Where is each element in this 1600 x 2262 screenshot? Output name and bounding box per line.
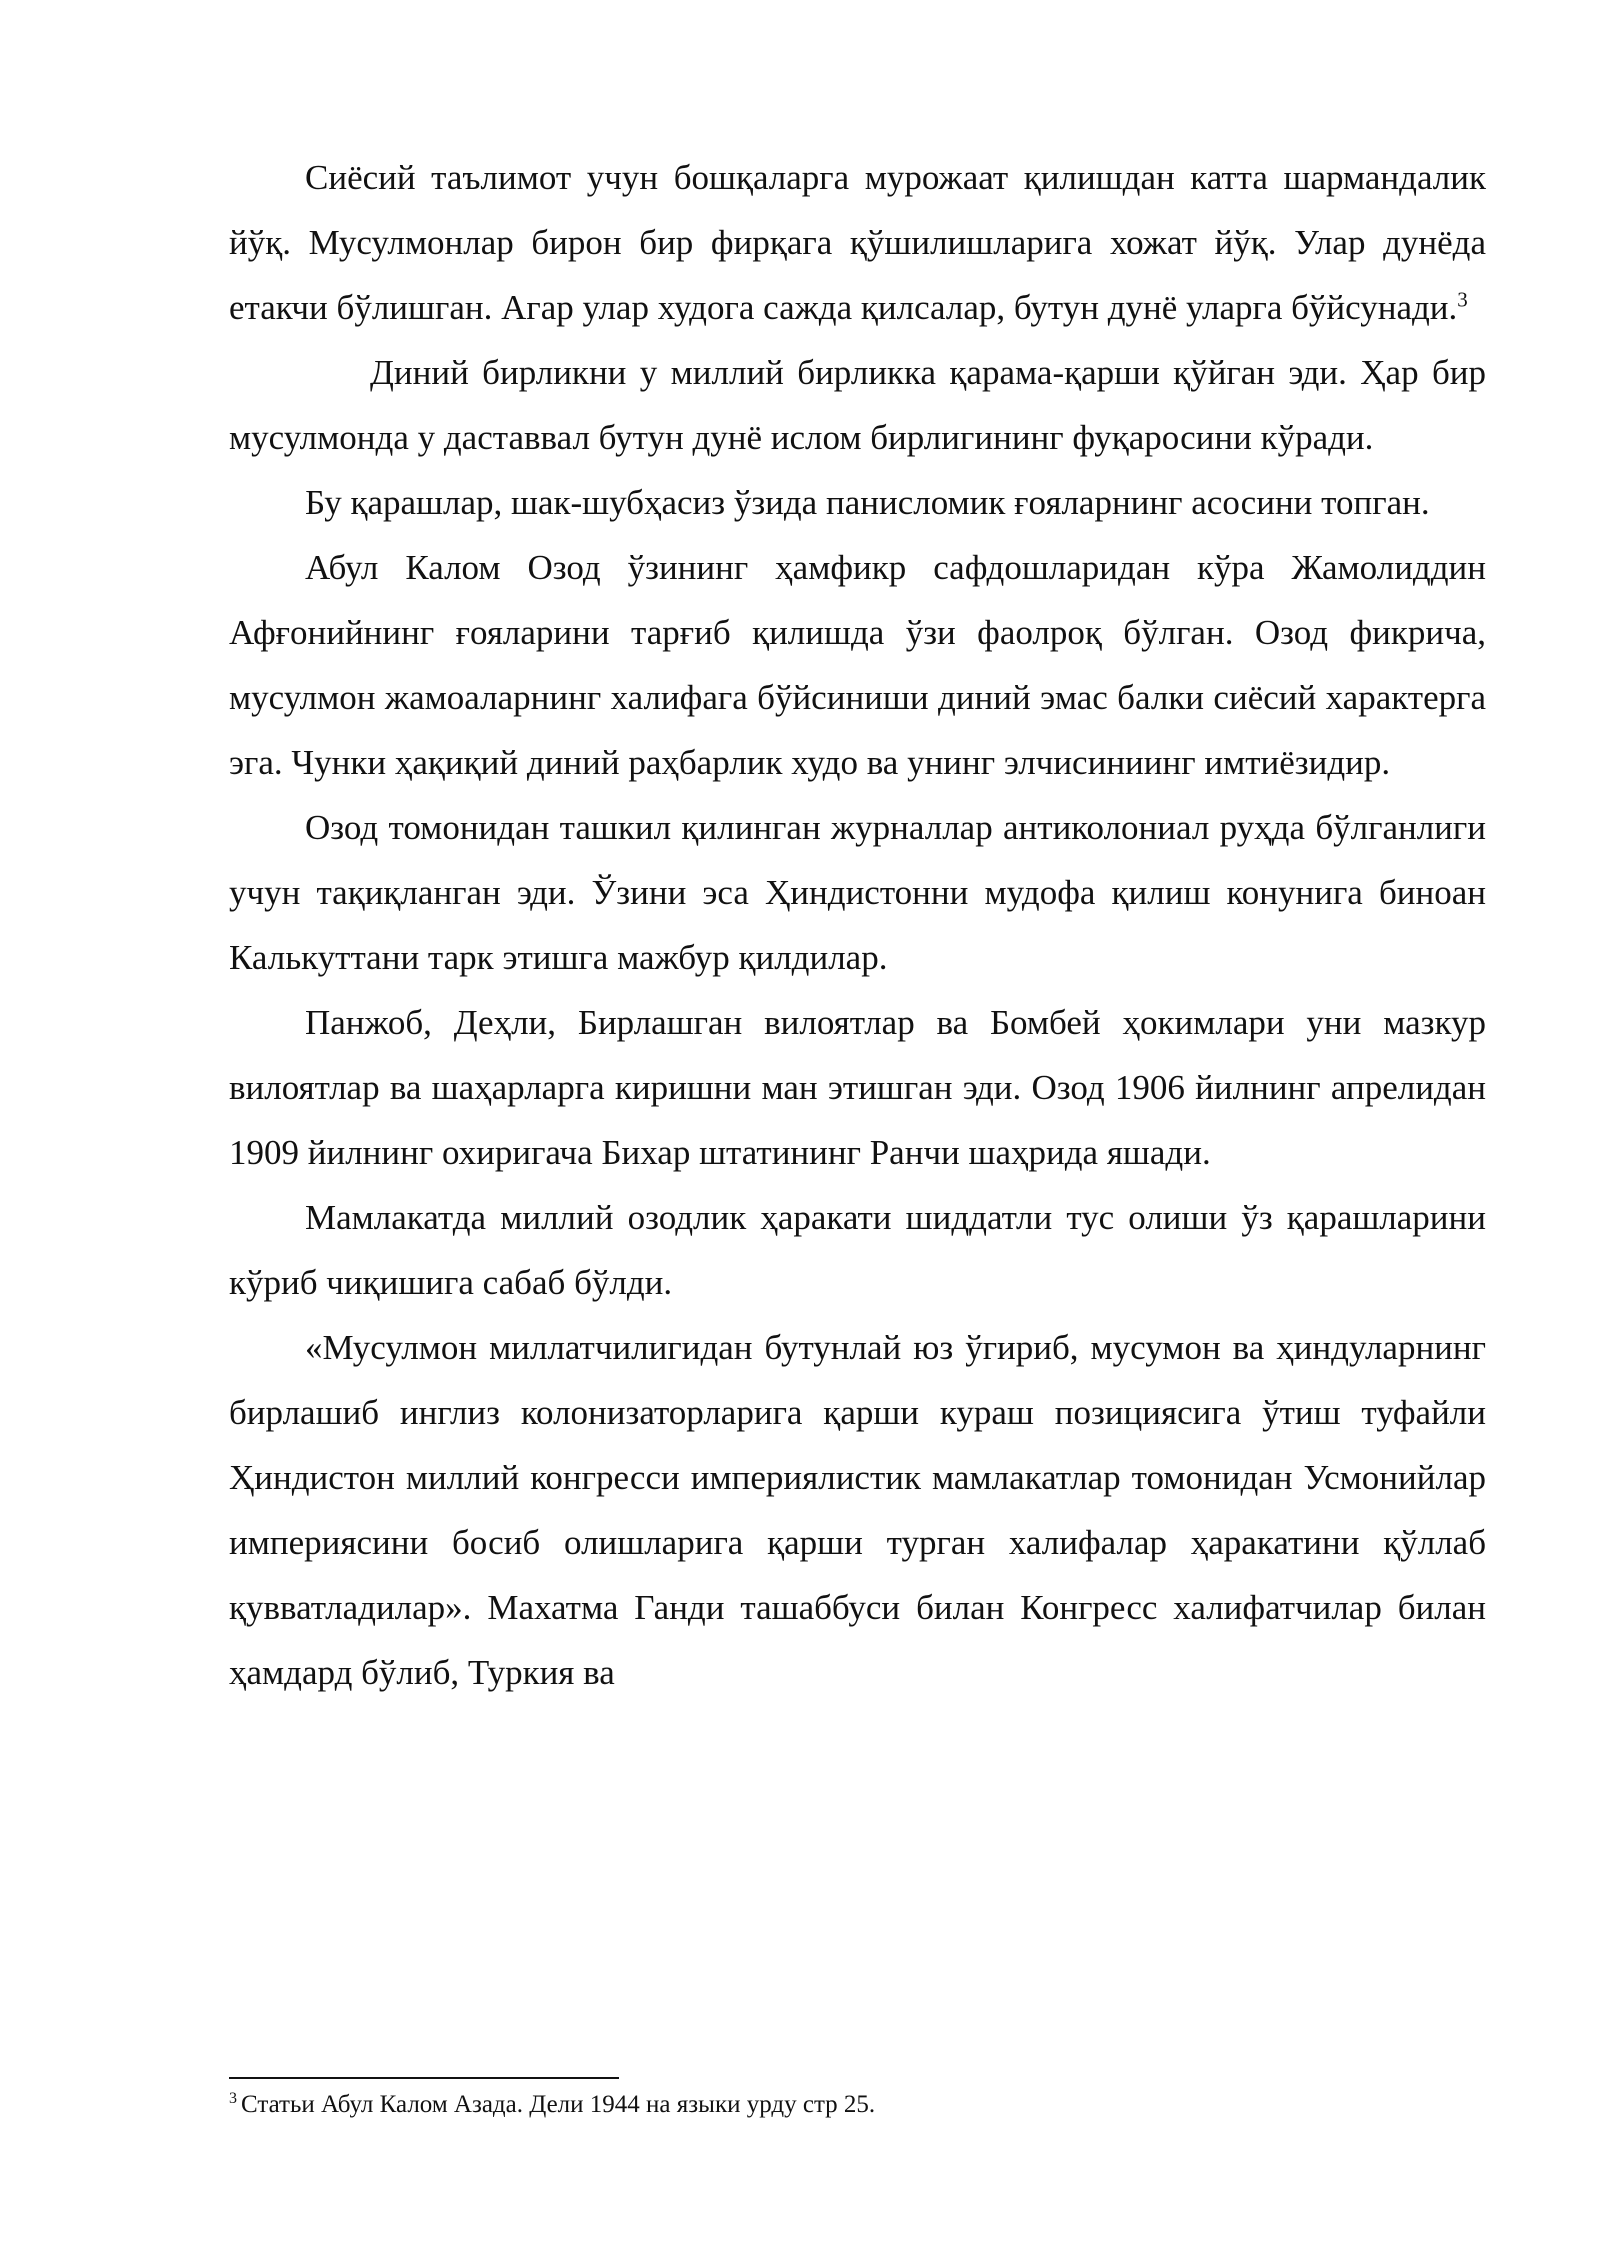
footnote-separator	[229, 2077, 619, 2079]
paragraph-5: Озод томонидан ташкил қилинган журналлар антиколониал руҳда бўлганлиги учун тақиқланган эди. Ўзини эса Ҳиндистонни мудофа қилиш конунига биноан Калькуттани тарк этишга мажбур қилдилар.	[229, 808, 1486, 977]
paragraph-3: Бу қарашлар, шак-шубҳасиз ўзида панисломик ғояларнинг асосини топган.	[305, 483, 1430, 522]
footnote-text: Статьи Абул Калом Азада. Дели 1944 на языки урду стр 25.	[241, 2091, 876, 2118]
footnote-mark: 3	[229, 2089, 237, 2107]
footnote-reference[interactable]: 3	[1457, 287, 1468, 312]
footnote	[229, 2088, 1486, 2122]
paragraph-8: «Мусулмон миллатчилигидан бутунлай юз ўгириб, мусумон ва ҳиндуларнинг бирлашиб инглиз колонизаторларига қарши кураш позициясига ўтиш туфайли Ҳиндистон миллий конгресси империялистик мамлакатлар томонидан Усмонийлар империясини босиб олишларига қарши турган халифалар ҳаракатини қўллаб қувватладилар». Махатма Ганди ташаббуси билан Конгресс халифатчилар билан ҳамдард бўлиб, Туркия ва	[229, 1328, 1486, 1692]
paragraph-1	[229, 145, 1486, 340]
paragraph-2: Диний бирликни у миллий бирликка қарама-қарши қўйган эди. Ҳар бир мусулмонда у даставвал бутун дунё ислом бирлигининг фуқаросини кўради.	[229, 353, 1486, 457]
paragraph-6: Панжоб, Деҳли, Бирлашган вилоятлар ва Бомбей ҳокимлари уни мазкур вилоятлар ва шаҳарларга киришни ман этишган эди. Озод 1906 йилнинг апрелидан 1909 йилнинг охиригача Бихар штатининг Ранчи шаҳрида яшади.	[229, 1003, 1486, 1172]
paragraph-4: Абул Калом Озод ўзининг ҳамфикр сафдошларидан кўра Жамолиддин Афғонийнинг ғояларини тарғиб қилишда ўзи фаолроқ бўлган. Озод фикрича, мусулмон жамоаларнинг халифага бўйсиниши диний эмас балки сиёсий характерга эга. Чунки ҳақиқий диний раҳбарлик худо ва унинг элчисиниинг имтиёзидир.	[229, 548, 1486, 782]
body-text	[229, 145, 1486, 1705]
paragraph-1-text: Сиёсий таълимот учун бошқаларга мурожаат қилишдан катта шармандалик йўқ. Мусулмонлар бирон бир фирқага қўшилишларига хожат йўқ. Улар дунёда етакчи бўлишган. Агар улар худога сажда қилсалар, бутун дунё уларга бўйсунади.	[229, 158, 1486, 327]
paragraph-7: Мамлакатда миллий озодлик ҳаракати шиддатли тус олиши ўз қарашларини кўриб чиқишига сабаб бўлди.	[229, 1198, 1486, 1302]
